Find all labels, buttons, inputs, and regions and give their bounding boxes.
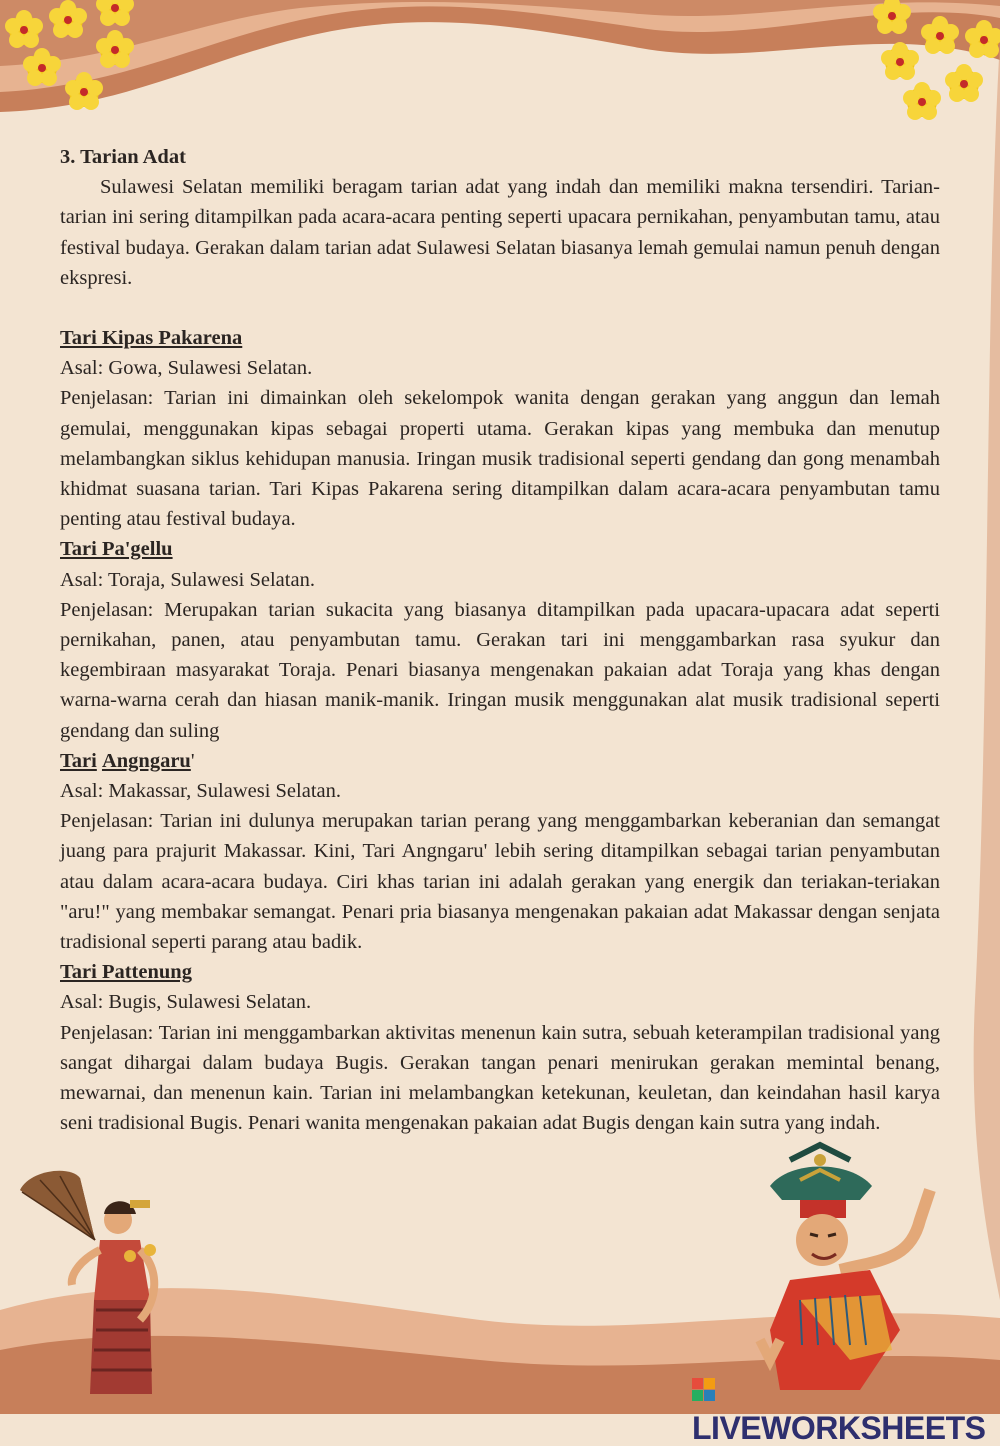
dance-title-part: Tari bbox=[60, 749, 97, 772]
logo-spacer bbox=[692, 1381, 716, 1405]
dance-description: Penjelasan: Merupakan tarian sukacita yang biasanya ditampilkan pada upacara-upacara adat seperti pernikahan, panen, atau penyambutan tamu. Gerakan tari ini menggambarkan rasa syukur dan kegembiraan masyarakat Toraja. Penari biasanya mengenakan pakaian adat Toraja yang khas dengan warna-warna cerah dan hiasan manik-manik. Iringan musik menggunakan alat musik tradisional seperti gendang dan suling bbox=[60, 598, 940, 742]
section-intro: Sulawesi Selatan memiliki beragam tarian adat yang indah dan memiliki makna tersendiri. Tarian-tarian ini sering ditampilkan pada acara-acara penting seperti upacara pernikahan, penyambutan tamu, atau festival budaya. Gerakan dalam tarian adat Sulawesi Selatan biasanya lemah gemulai namun penuh dengan ekspresi. bbox=[60, 176, 940, 289]
dance-description: Penjelasan: Tarian ini dimainkan oleh sekelompok wanita dengan gerakan yang anggun dan lemah gemulai, menggunakan kipas sebagai properti utama. Gerakan kipas yang membuka dan menutup melambangkan siklus kehidupan manusia. Iringan musik tradisional seperti gendang dan gong menambah khidmat suasana tarian. Tari Kipas Pakarena sering ditampilkan dalam acara-acara penyambutan tamu penting atau festival budaya. bbox=[60, 387, 940, 531]
watermark-text: LIVEWORKSHEETS bbox=[692, 1410, 986, 1446]
right-wave bbox=[974, 40, 1000, 1300]
dance-origin: Asal: Toraja, Sulawesi Selatan. bbox=[60, 568, 315, 591]
dance-kipas-pakarena bbox=[60, 323, 940, 353]
dance-title: Tari Pa'gellu bbox=[60, 538, 173, 561]
dance-origin: Asal: Gowa, Sulawesi Selatan. bbox=[60, 357, 313, 380]
dance-origin: Asal: Bugis, Sulawesi Selatan. bbox=[60, 991, 312, 1014]
dance-angngaru bbox=[60, 746, 940, 776]
dance-description: Penjelasan: Tarian ini dulunya merupakan tarian perang yang menggambarkan keberanian dan semangat juang para prajurit Makassar. Kini, Tari Angngaru' lebih sering ditampilkan sebagai tarian penyambutan atau dalam acara-acara budaya. Ciri khas tarian ini adalah gerakan yang energik dan teriakan-teriakan "aru!" yang membakar semangat. Penari pria biasanya mengenakan pakaian adat Makassar dengan senjata tradisional seperti parang atau badik. bbox=[60, 810, 940, 954]
dance-title-part: Angngaru bbox=[101, 749, 191, 772]
dance-pagellu bbox=[60, 534, 940, 564]
dance-description: Penjelasan: Tarian ini menggambarkan aktivitas menenun kain sutra, sebuah keterampilan tradisional yang sangat dihargai dalam budaya Bugis. Gerakan tangan penari menirukan gerakan memintal benang, mewarnai, dan menenun kain. Tarian ini melambangkan ketekunan, keuletan, dan keindahan hasil karya seni tradisional Bugis. Penari wanita mengenakan pakaian adat Bugis dengan kain sutra yang indah. bbox=[60, 1021, 940, 1135]
dance-title: Tari Pattenung bbox=[60, 961, 192, 984]
liveworksheets-watermark bbox=[692, 1374, 1000, 1446]
dance-origin: Asal: Makassar, Sulawesi Selatan. bbox=[60, 780, 341, 803]
article-content bbox=[60, 142, 940, 1139]
dance-title: Tari Kipas Pakarena bbox=[60, 327, 243, 350]
dance-pattenung bbox=[60, 957, 940, 987]
section-title: 3. Tarian Adat bbox=[60, 146, 186, 168]
spacer bbox=[60, 293, 940, 323]
dance-title-suffix: ' bbox=[190, 749, 195, 772]
